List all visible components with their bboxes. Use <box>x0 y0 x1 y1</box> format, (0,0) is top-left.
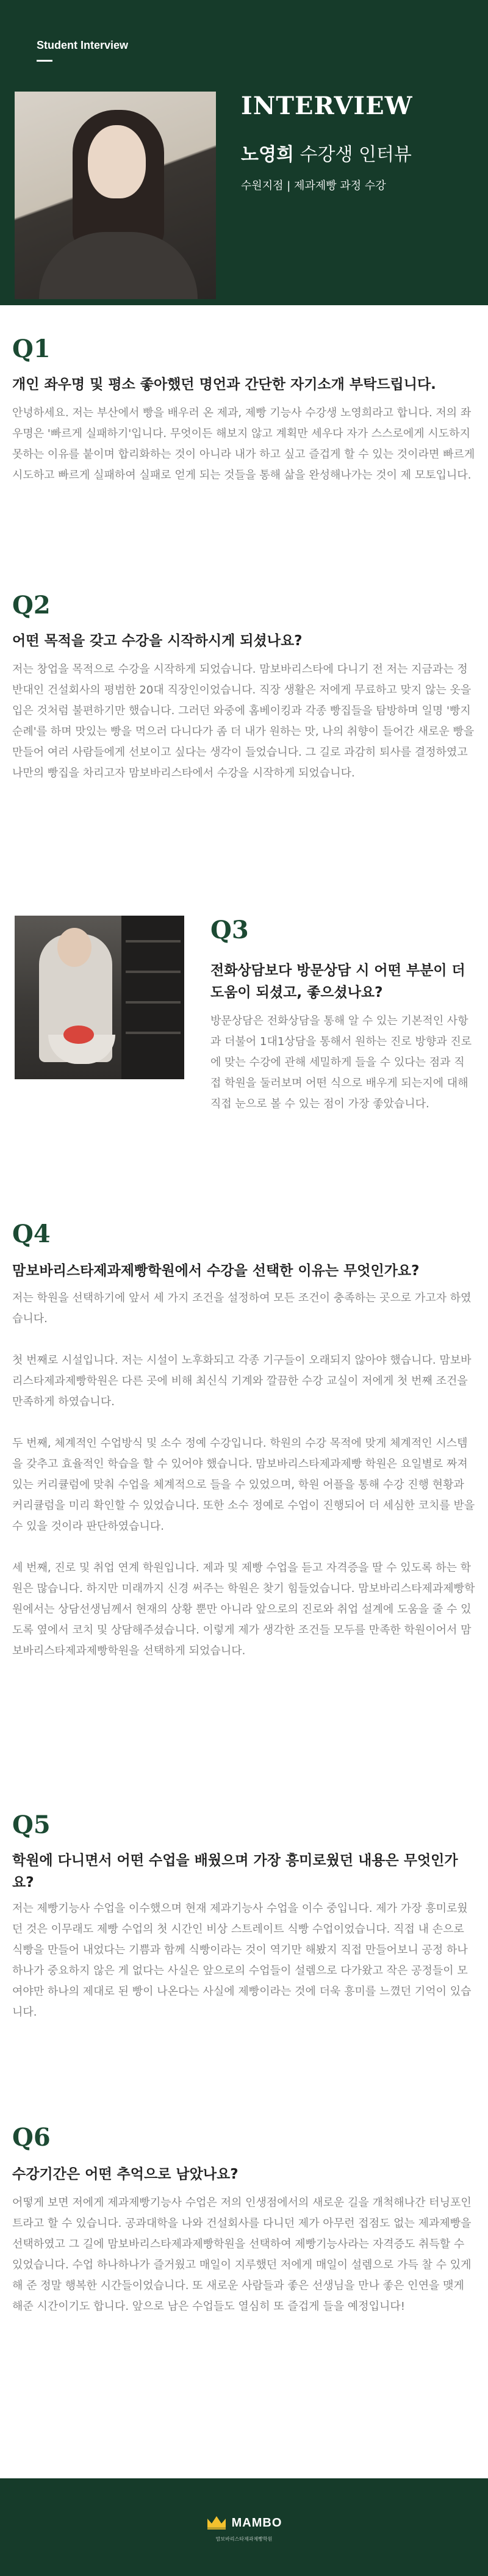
photo-face <box>88 125 146 198</box>
interviewee-name: 노영희 <box>241 144 294 165</box>
question-title-q5: 학원에 다니면서 어떤 수업을 배웠으며 가장 흥미로웠던 내용은 무엇인가요? <box>12 1853 458 1890</box>
answer-q6 <box>12 2193 476 2317</box>
hero-divider <box>37 60 52 62</box>
answer-paragraph: 저는 제빵기능사 수업을 이수했으며 현재 제과기능사 수업을 이수 중입니다. 제가 가장 흥미로웠던 것은 이무래도 제빵 수업의 첫 시간인 비상 스트레이트 식빵 수업이었습니다. 직접 내 손으로 식빵을 만들어 내었다는 기쁨과 함께 식빵이라는 것이 역기만 해봤지 직접 만들어보니 공정 하나하나가 중요하지 않은 게 없다는 사실은 앞으로의 수업들이 설렘으로 다가왔고 작은 공정들이 모여야만 하나의 제대로 된 빵이 나온다는 사실에 제빵이라는 것에 더욱 흥미를 느꼈던 기억이 있습니다. <box>12 1902 472 2019</box>
interviewee-photo <box>15 92 216 299</box>
hero-label: Student Interview <box>37 39 129 51</box>
question-number-q4: Q4 <box>12 1220 51 1248</box>
hero-title: INTERVIEW <box>241 92 413 120</box>
answer-q3 <box>210 1011 473 1115</box>
brand-subtitle: 맘보바리스타제과제빵학원 <box>215 2536 273 2542</box>
photo-rack-bar <box>126 1001 181 1004</box>
photo-student-head <box>57 928 92 967</box>
brand-name: MAMBO <box>231 2516 282 2530</box>
photo-rack-bar <box>126 1032 181 1034</box>
photo-body <box>39 232 198 299</box>
answer-paragraph: 저는 창업을 목적으로 수강을 시작하게 되었습니다. 맘보바리스타에 다니기 전 저는 지금과는 정반대인 건설회사의 평범한 20대 직장인이었습니다. 직장 생활은 저에게 무료하고 맞지 않는 옷을 입은 것처럼 불편하기만 했습니다. 그러던 와중에 홈베이킹과 각종 빵집들을 탐방하며 일명 '빵지순례'를 하며 맛있는 빵을 먹으러 다니다가 좀 더 내가 원하는 맛, 나의 취향이 들어간 새로운 빵을 만들어 여러 사람들에게 선보이고 싶다는 생각이 들었습니다. 그 길로 과감히 퇴사를 결정하였고 나만의 빵집을 차리고자 맘보바리스타에서 수강을 시작하게 되었습니다. <box>12 663 475 780</box>
photo-red-dough <box>63 1026 94 1044</box>
footer-logo <box>0 2515 488 2542</box>
question-title-q6: 수강기간은 어떤 추억으로 남았나요? <box>12 2166 239 2182</box>
hero-subtitle: 수원지점 | 제과제빵 과정 수강 <box>241 179 386 192</box>
answer-q2 <box>12 659 476 784</box>
question-title-q2: 어떤 목적을 갖고 수강을 시작하시게 되셨나요? <box>12 633 303 649</box>
baking-class-photo <box>15 916 184 1079</box>
mambo-logo-icon <box>206 2515 227 2531</box>
answer-paragraph: 안녕하세요. 저는 부산에서 빵을 배우러 온 제과, 제빵 기능사 수강생 노영희라고 합니다. 저의 좌우명은 '빠르게 실패하기'입니다. 무엇이든 해보지 않고 계획만 세우다 자가 스스로에게 시도하지 못하는 이유를 붙이며 합리화하는 것이 아니라 내가 하고 싶고 즐겁게 할 수 있는 것이라면 빠르게 시도하고 빠르게 실패하여 실패로 얻게 되는 것들을 통해 삶을 완성해나가는 것이 제 모토입니다. <box>12 407 475 482</box>
question-number-q2: Q2 <box>12 591 51 620</box>
answer-q5 <box>12 1898 476 2023</box>
answer-paragraph: 방문상담은 전화상담을 통해 알 수 있는 기본적인 사항과 더불어 1대1상담을 통해서 원하는 진로 방향과 진로에 맞는 수강에 관해 세밀하게 들을 수 있다는 점과 직접 학원을 둘러보며 어떤 식으로 배우게 되는지에 대해 직접 눈으로 볼 수 있는 점이 가장 좋았습니다. <box>210 1015 472 1110</box>
answer-paragraph: 두 번째, 체계적인 수업방식 및 소수 정예 수강입니다. 학원의 수강 목적에 맞게 체계적인 시스템을 갖추고 효율적인 학습을 할 수 있어야 했습니다. 맘보바리스타제과제빵 학원은 요일별로 짜져있는 커리큘럼에 맞춰 수업을 체계적으로 들을 수 있었으며, 학원 어플을 통해 수강 진행 현황과 커리큘럼을 미리 확인할 수 있었습니다. 또한 소수 정예로 수업이 진행되어 더 세심한 코치를 받을 수 있을 것이라 판단하였습니다. <box>12 1437 475 1533</box>
question-number-q6: Q6 <box>12 2123 51 2152</box>
answer-paragraph: 세 번째, 진로 및 취업 연계 학원입니다. 제과 및 제빵 수업을 듣고 자격증을 딸 수 있도록 하는 학원은 많습니다. 하지만 미래까지 신경 써주는 학원은 찾기 힘들었습니다. 맘보바리스타제과제빵학원에서는 상담선생님께서 현재의 상황 뿐만 아니라 앞으로의 진로와 취업 설계에 도움을 줄 수 있도록 옆에서 코치 및 상담해주셨습니다. 이렇게 제가 생각한 조건들 모두를 만족한 학원이어서 맘보바리스타제과제빵학원을 선택하게 되었습니다. <box>12 1561 475 1657</box>
question-title-q4: 맘보바리스타제과제빵학원에서 수강을 선택한 이유는 무엇인가요? <box>12 1263 420 1279</box>
logo-row <box>206 2515 282 2531</box>
question-title-q1: 개인 좌우명 및 평소 좋아했던 명언과 간단한 자기소개 부탁드립니다. <box>12 377 436 393</box>
answer-paragraph: 어떻게 보면 저에게 제과제빵기능사 수업은 저의 인생점에서의 새로운 길을 개척해나간 터닝포인트라고 할 수 있습니다. 공과대학을 나와 건설회사를 다니던 제가 아무런 접점도 없는 제과제빵을 선택하였고 그 길에 맘보바리스타제과제빵학원을 선택하여 제빵기능사라는 자격증도 취득할 수 있었습니다. 수업 하나하나가 즐거웠고 매일이 지루했던 저에게 매일이 설렘으로 가득 찰 수 있게 해 준 정말 행복한 시간들이었습니다. 또 새로운 사람들과 좋은 선생님을 만나 좋은 인연을 맺게 해준 시간이기도 합니다. 앞으로 남은 수업들도 열심히 또 즐겁게 들을 예정입니다! <box>12 2196 472 2313</box>
question-title-q3: 전화상담보다 방문상담 시 어떤 부분이 더 도움이 되셨고, 좋으셨나요? <box>210 963 465 1000</box>
answer-q4 <box>12 1288 476 1662</box>
photo-rack-bar <box>126 940 181 942</box>
question-number-q3: Q3 <box>210 916 249 944</box>
question-number-q5: Q5 <box>12 1811 51 1839</box>
answer-paragraph: 저는 학원을 선택하기에 앞서 세 가지 조건을 설정하여 모든 조건이 충족하는 곳으로 가고자 하였습니다. <box>12 1292 472 1325</box>
hero-name-line <box>241 139 412 166</box>
hero-banner <box>0 0 488 305</box>
answer-paragraph: 첫 번째로 시설입니다. 저는 시설이 노후화되고 각종 기구들이 오래되지 않아야 했습니다. 맘보바리스타제과제빵학원은 다른 곳에 비해 최신식 기계와 깔끔한 수강 교실이 저에게 첫 번째 조건을 만족하게 하였습니다. <box>12 1354 472 1408</box>
footer <box>0 2478 488 2576</box>
hero-name-suffix: 수강생 인터뷰 <box>293 144 412 165</box>
answer-q1 <box>12 403 476 486</box>
photo-rack-bar <box>126 971 181 973</box>
question-number-q1: Q1 <box>12 335 51 363</box>
